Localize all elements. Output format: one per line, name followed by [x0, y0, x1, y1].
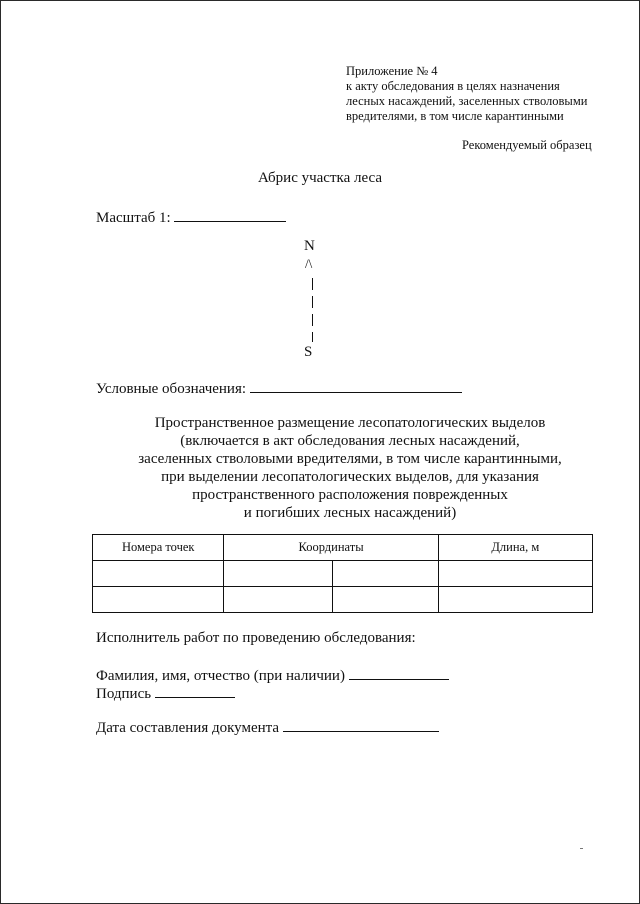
section-heading-line: при выделении лесопатологических выделов, для указания	[161, 469, 539, 485]
executor-label: Исполнитель работ по проведению обследования:	[96, 630, 416, 646]
coordinates-table	[92, 534, 593, 613]
section-heading	[0, 414, 640, 522]
legend-label: Условные обозначения:	[96, 381, 247, 397]
legend-row	[96, 377, 462, 398]
table-cell[interactable]	[333, 587, 439, 613]
compass-line-segment	[312, 314, 313, 326]
section-heading-line: и погибших лесных насаждений)	[243, 505, 457, 521]
table-cell[interactable]	[93, 561, 224, 587]
table-cell[interactable]	[333, 561, 439, 587]
table-row	[93, 587, 593, 613]
signature-label: Подпись	[96, 686, 152, 702]
appendix-line: вредителями, в том числе карантинными	[346, 109, 564, 123]
legend-blank-field[interactable]	[250, 377, 462, 393]
compass-line-segment	[312, 278, 313, 290]
header-coordinates: Координаты	[224, 535, 438, 561]
table-row	[93, 561, 593, 587]
scan-speck	[580, 848, 583, 849]
header-length: Длина, м	[438, 535, 592, 561]
signature-blank-field[interactable]	[155, 682, 235, 698]
appendix-header	[346, 64, 587, 124]
section-heading-line: (включается в акт обследования лесных насаждений,	[180, 433, 520, 449]
table-header-row	[93, 535, 593, 561]
recommended-sample-note: Рекомендуемый образец	[462, 138, 592, 152]
compass-south-label: S	[304, 344, 313, 360]
document-title: Абрис участка леса	[257, 170, 383, 186]
appendix-line: лесных насаждений, заселенных стволовыми	[346, 94, 588, 108]
appendix-number: Приложение № 4	[346, 64, 438, 78]
section-heading-line: заселенных стволовыми вредителями, в том числе карантинными,	[138, 451, 562, 467]
compass-line-segment	[312, 332, 313, 342]
date-blank-field[interactable]	[283, 716, 439, 732]
header-point-numbers: Номера точек	[93, 535, 224, 561]
scale-label: Масштаб 1:	[96, 210, 171, 226]
date-row	[96, 716, 439, 737]
fio-label: Фамилия, имя, отчество (при наличии)	[96, 668, 345, 684]
section-heading-line: пространственного расположения поврежденных	[192, 487, 508, 503]
table-cell[interactable]	[93, 587, 224, 613]
fio-blank-field[interactable]	[349, 664, 449, 680]
compass-arrow-icon: /\	[305, 256, 313, 271]
table-cell[interactable]	[224, 587, 333, 613]
compass-north-label: N	[304, 238, 315, 254]
date-label: Дата составления документа	[96, 720, 280, 736]
compass-line-segment	[312, 296, 313, 308]
scale-row	[96, 206, 286, 227]
section-heading-line: Пространственное размещение лесопатологических выделов	[154, 415, 546, 431]
table-cell[interactable]	[438, 561, 592, 587]
appendix-line: к акту обследования в целях назначения	[346, 79, 560, 93]
scale-blank-field[interactable]	[174, 206, 286, 222]
table-cell[interactable]	[438, 587, 592, 613]
table-cell[interactable]	[224, 561, 333, 587]
signature-row	[96, 682, 235, 703]
